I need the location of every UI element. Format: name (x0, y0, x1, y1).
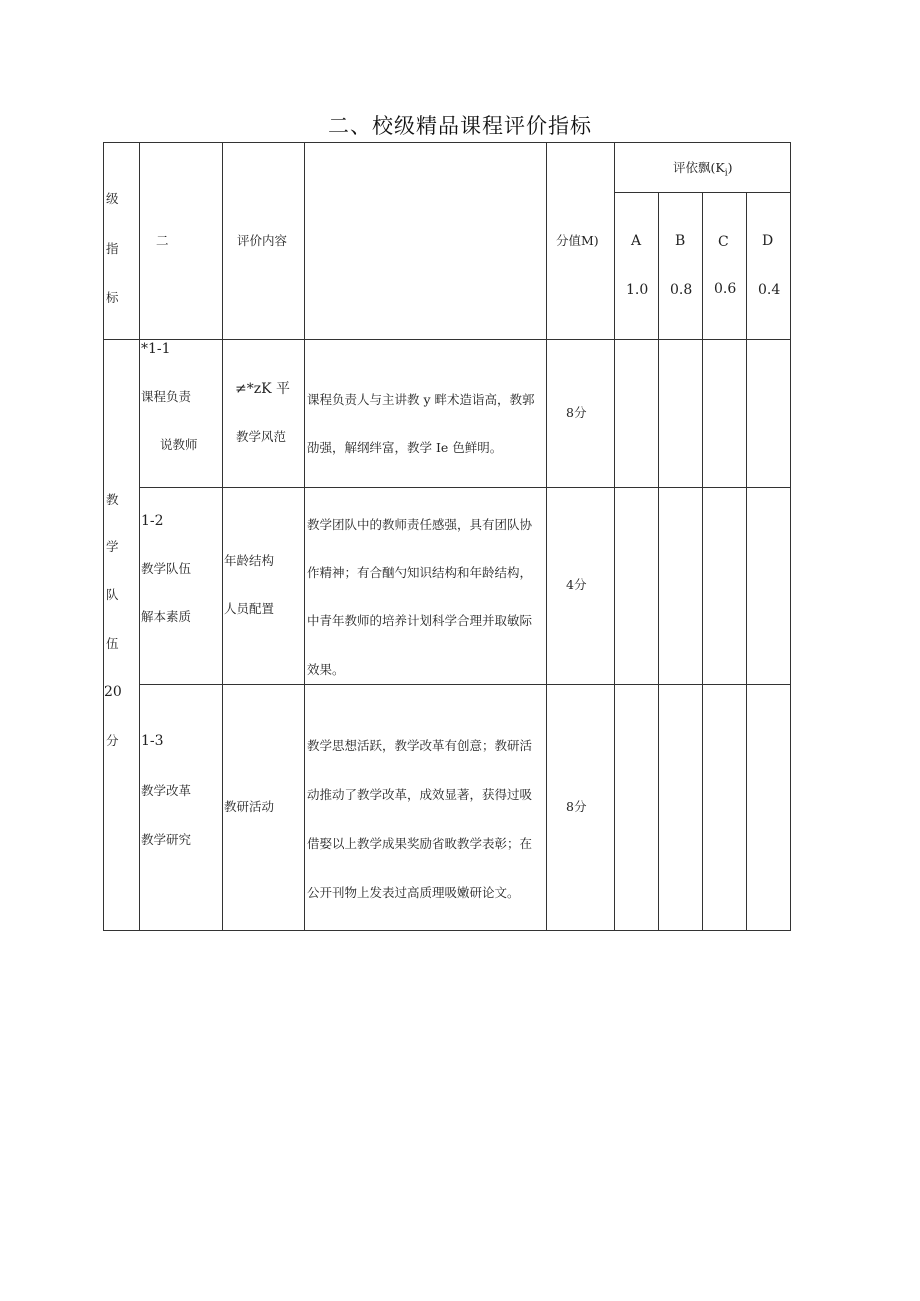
row-id: *1-1 (141, 341, 171, 357)
primary-char: 学 (106, 539, 119, 554)
grade-title-text: 评依飘(K (673, 160, 725, 175)
row-desc-line: 教学思想活跃，教学改革有创意；教研活 (307, 738, 533, 753)
grade-weight: 0.4 (758, 282, 781, 298)
row-id: 1-2 (141, 513, 164, 529)
row-desc-line: 课程负责人与主讲教 y 畔术造诣高，教郭 (307, 392, 535, 407)
row-name-line: 说教师 (160, 437, 198, 452)
row-name-line: 教学改革 (141, 783, 192, 798)
row-content-line: 人员配置 (224, 601, 275, 616)
primary-char: 伍 (106, 636, 119, 651)
row-score: 8分 (566, 405, 587, 420)
header-col2: 二 (156, 233, 169, 248)
row-desc-line: 作精神；有合酗勺知识结构和年龄结构， (307, 565, 533, 580)
row-desc-line: 教学团队中的教师责任感强，具有团队协 (307, 517, 533, 532)
grade-letter: C (718, 234, 729, 250)
row-desc-line: 中青年教师的培养计划科学合理并取敏际 (307, 613, 533, 628)
row-name-line: 教学研究 (141, 832, 192, 847)
header-content: 评价内容 (237, 233, 288, 248)
header-col1-char: 标 (106, 290, 119, 305)
grade-weight: 0.8 (670, 282, 693, 298)
header-col1-char: 指 (106, 241, 119, 256)
row-content-line: 教学风范 (236, 429, 287, 444)
primary-char: 教 (106, 492, 119, 507)
grade-title-close: ) (727, 160, 733, 175)
primary-points: 20 (104, 684, 122, 700)
row-score: 8分 (566, 799, 587, 814)
row-content-line: ≠*zK 平 (235, 381, 291, 397)
grade-title-sub: i (724, 168, 728, 179)
row-desc-line: 公开刊物上发表过高质理吸嫩研论文。 (307, 885, 520, 900)
grade-weight: 0.6 (714, 281, 737, 297)
row-name-line: 解本素质 (141, 609, 192, 624)
header-score: 分值M) (556, 233, 599, 248)
row-content-line: 年龄结构 (224, 553, 275, 568)
grade-letter: D (762, 233, 774, 249)
row-desc-line: 动推动了教学改革，成效显著，获得过吸 (307, 787, 533, 802)
primary-char: 队 (106, 587, 119, 602)
page-title: 二、校级精品课程评价指标 (328, 114, 592, 138)
grade-letter: A (631, 233, 642, 249)
grade-weight: 1.0 (626, 282, 649, 298)
row-score: 4分 (566, 577, 587, 592)
row-desc-line: 借娶以上教学成果奖励省畋教学表彰；在 (307, 836, 533, 851)
grade-letter: B (675, 233, 686, 249)
row-name-line: 课程负责 (141, 389, 192, 404)
primary-unit: 分 (106, 733, 119, 748)
row-content-line: 教研活动 (224, 799, 275, 814)
row-name-line: 教学队伍 (141, 561, 192, 576)
header-grade-title (673, 161, 733, 181)
row-id: 1-3 (141, 733, 164, 749)
row-desc-line: 效果。 (307, 662, 345, 677)
row-desc-line: 劭强，解纲绊富，教学 Ie 色鲜明。 (307, 440, 503, 455)
header-col1-char: 级 (106, 191, 119, 206)
